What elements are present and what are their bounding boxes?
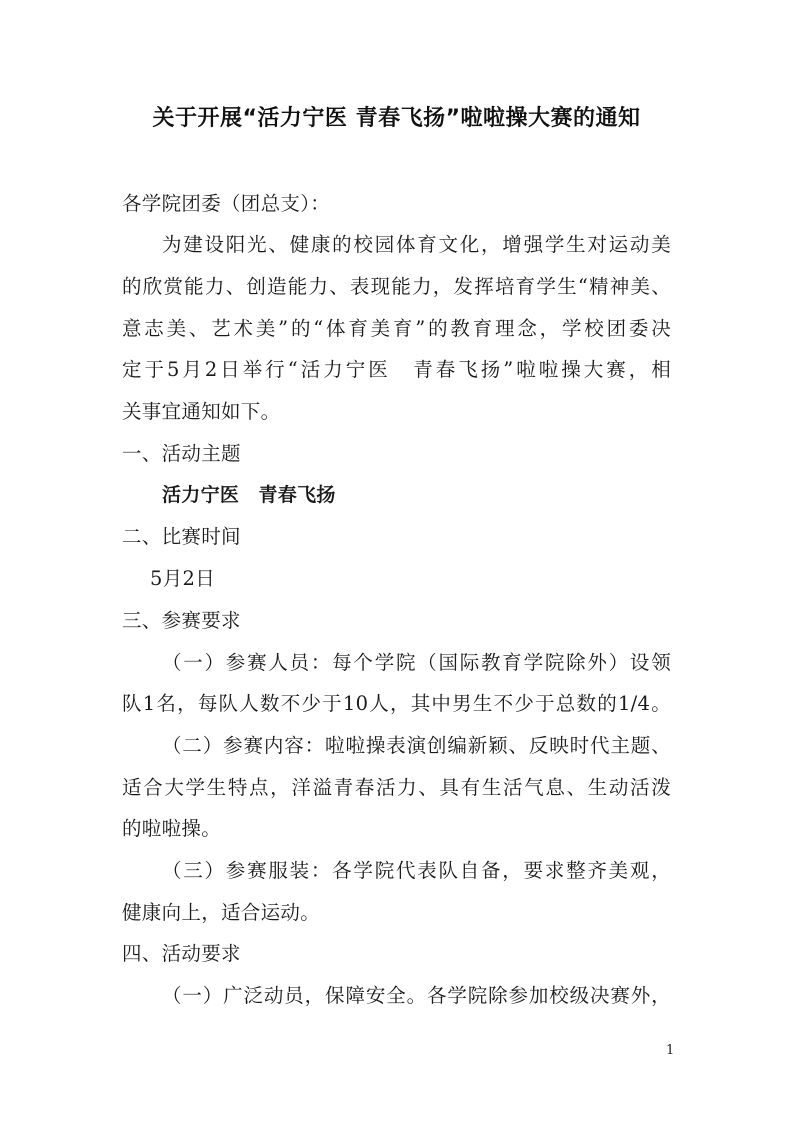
section-3-item-2-line-1: （二）参赛内容：啦啦操表演创编新颖、反映时代主题、 xyxy=(162,734,671,757)
document-title: 关于开展“活力宁医 青春飞扬”啦啦操大赛的通知 xyxy=(152,106,641,131)
intro-line-5: 关事宜通知如下。 xyxy=(122,400,281,423)
section-4-item-1-line-1: （一）广泛动员，保障安全。各学院除参加校级决赛外， xyxy=(162,984,671,1007)
section-3-item-3-line-2: 健康向上，适合运动。 xyxy=(122,901,321,924)
intro-line-2: 的欣赏能力、创造能力、表现能力，发挥培育学生“精神美、 xyxy=(122,275,671,298)
intro-line-3: 意志美、艺术美”的“体育美育”的教育理念，学校团委决 xyxy=(122,317,671,340)
section-2-date: 5月2日 xyxy=(150,567,216,590)
page-number: 1 xyxy=(666,1043,675,1058)
section-3-item-2-line-2: 适合大学生特点，洋溢青春活力、具有生活气息、生动活泼 xyxy=(122,776,671,799)
section-2-heading: 二、比赛时间 xyxy=(122,525,241,548)
section-3-item-1-line-2: 队1名，每队人数不少于10人，其中男生不少于总数的1/4。 xyxy=(122,692,671,715)
intro-line-4: 定于5月2日举行“活力宁医 青春飞扬”啦啦操大赛，相 xyxy=(122,358,671,381)
section-3-heading: 三、参赛要求 xyxy=(122,609,241,632)
section-1-theme: 活力宁医 青春飞扬 xyxy=(162,484,336,506)
salutation: 各学院团委（团总支）： xyxy=(122,192,331,215)
intro-line-1: 为建设阳光、健康的校园体育文化，增强学生对运动美 xyxy=(162,233,671,256)
section-3-item-1-line-1: （一）参赛人员：每个学院（国际教育学院除外）设领 xyxy=(162,651,671,674)
section-1-heading: 一、活动主题 xyxy=(122,442,241,465)
section-3-item-3-line-1: （三）参赛服装：各学院代表队自备，要求整齐美观， xyxy=(162,859,671,882)
section-4-heading: 四、活动要求 xyxy=(122,942,241,965)
section-3-item-2-line-3: 的啦啦操。 xyxy=(122,817,222,840)
